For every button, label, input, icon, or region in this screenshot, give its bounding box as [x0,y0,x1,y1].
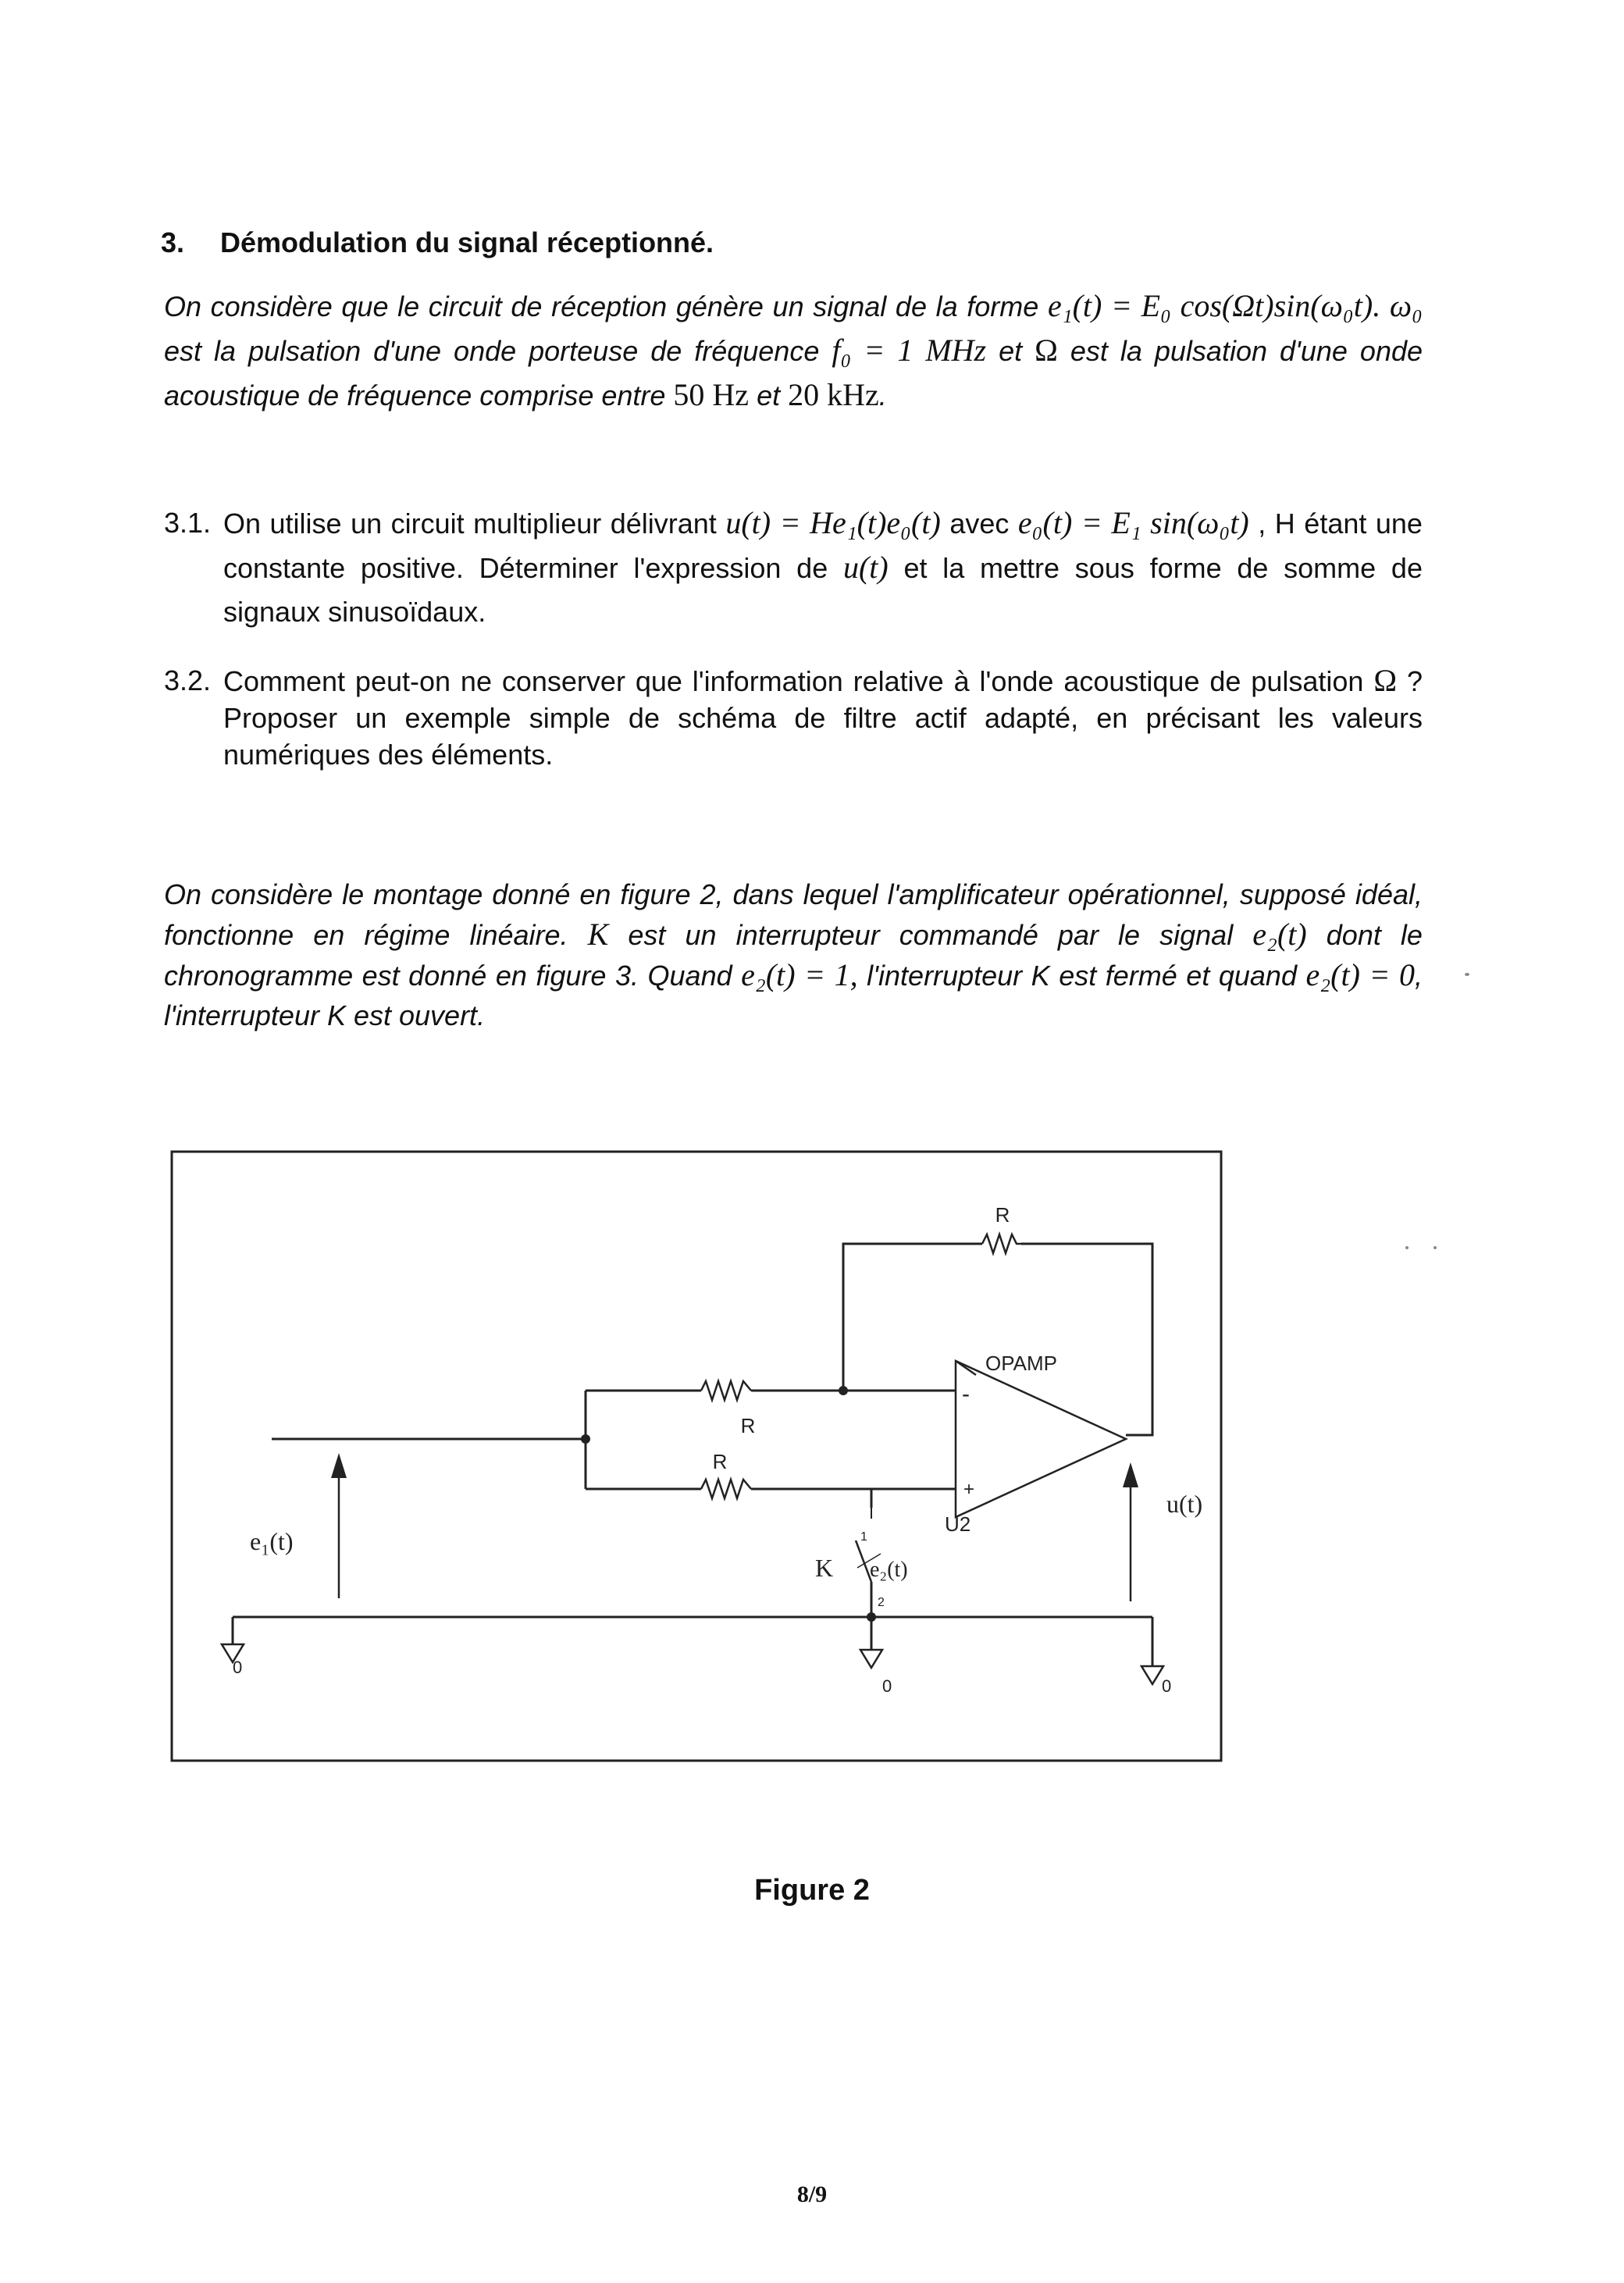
q2-text-1: Comment peut-on ne conserver que l'information relative à l'onde acoustique de pulsation [223,665,1364,697]
intro2-text-1: On considère le montage donné en figure 2, dans lequel l'amplificateur opérationnel, supposé idéal, fonctionne en régime linéaire. [164,878,1423,951]
resistor-bottom [701,1480,751,1498]
equation-u: u(t) = He₁(t)e₀(t) [725,505,941,540]
intro-text-3: et [999,335,1023,367]
symbol-omega0: ω₀ [1389,288,1423,323]
intro-text-5: et [757,379,781,411]
value-f0: f₀ = 1 MHz [832,333,987,368]
feedback-wire-left [843,1244,982,1391]
symbol-u: u(t) [842,550,889,585]
question-3-2 [164,662,1423,773]
feedback-wire-right [1021,1244,1152,1435]
resistor-top [701,1381,751,1400]
node-dot-input [581,1434,590,1444]
intro2-text-4: l'interrupteur K est fermé et quand [867,960,1297,992]
intro-text-2: est la pulsation d'une onde porteuse de fréquence [164,335,820,367]
value-f-low: 50 Hz [673,377,750,412]
question-number: 3.1. [164,507,212,539]
question-text [223,501,1423,634]
resistor-feedback [982,1234,1021,1253]
equation-e1: e₁(t) = E₀ cos(Ωt)sin(ω₀t). [1047,288,1381,323]
intro-text-6: . [878,379,887,411]
equation-e2-0: e₂(t) = 0 [1305,957,1415,992]
label-minus: - [962,1381,970,1407]
intro2-text-3: dont le chronogramme est donné en figure 3. Quand [164,919,1423,992]
intro2-text-5: , l'interrupteur K est ouvert. [164,960,1423,1031]
question-3-1 [164,501,1423,634]
q1-text-2: avec [949,508,1010,540]
node-dot-ground [867,1612,876,1622]
q1-text-3: , H étant une constante positive. Déterminer l'expression de [223,508,1423,584]
section-number: 3. [161,226,185,258]
circuit-description [164,874,1423,1035]
intro2-text-2: est un interrupteur commandé par le signal [628,919,1234,951]
scan-speck [1405,1246,1409,1249]
intro-text-1: On considère que le circuit de réception génère un signal de la forme [164,290,1039,322]
symbol-omega: Ω [1373,663,1398,698]
label-gnd-left: 0 [233,1658,243,1677]
label-gnd-right: 0 [1162,1676,1172,1696]
section-title-text: Démodulation du signal réceptionné. [220,226,714,258]
equation-e0: e₀(t) = E₁ sin(ω₀t) [1017,505,1249,540]
symbol-k: K [587,917,609,952]
page-number: 8/9 [796,2181,828,2207]
scan-speck [1433,1246,1437,1249]
figure-caption: Figure 2 [754,1874,870,1907]
label-r-top: R [740,1414,756,1437]
scan-speck [1465,973,1469,976]
e1-arrow-head [331,1453,347,1478]
q1-text-1: On utilise un circuit multiplieur délivrant [223,508,717,540]
opamp-symbol [956,1361,1126,1517]
question-text [223,662,1423,773]
symbol-e2: e₂(t) [1252,917,1307,952]
label-e1t: e₁(t) [250,1527,294,1555]
node-dot-inverting [839,1386,848,1395]
u-arrow-head [1123,1462,1138,1487]
q1-text-4: et la mettre sous forme de somme de signaux sinusoïdaux. [223,552,1423,628]
value-f-high: 20 kHz [788,377,879,412]
intro-text-4: est la pulsation d'une onde acoustique de fréquence comprise entre [164,335,1423,411]
ground-symbol-mid [860,1650,882,1668]
label-gnd-mid: 0 [882,1676,892,1696]
label-opamp: OPAMP [985,1352,1057,1375]
symbol-omega: Ω [1035,333,1058,368]
circuit-figure [170,1150,1223,1762]
label-u2: U2 [945,1512,971,1536]
label-e2t: e₂(t) [870,1558,908,1582]
question-number: 3.2. [164,664,212,696]
label-r-feedback: R [995,1203,1010,1227]
label-ut: u(t) [1166,1490,1203,1518]
label-pin1: 1 [860,1530,867,1544]
q2-text-2: ? Proposer un exemple simple de schéma de filtre actif adapté, en précisant les valeurs numériques des éléments. [223,665,1423,771]
label-k: K [815,1554,834,1582]
equation-e2-1: e₂(t) = 1, [741,957,858,992]
section-title [161,226,714,259]
label-r-bottom: R [712,1450,728,1473]
label-plus: + [963,1479,975,1500]
intro-paragraph [164,284,1423,418]
ground-symbol-right [1141,1666,1163,1684]
label-pin2: 2 [878,1596,885,1609]
